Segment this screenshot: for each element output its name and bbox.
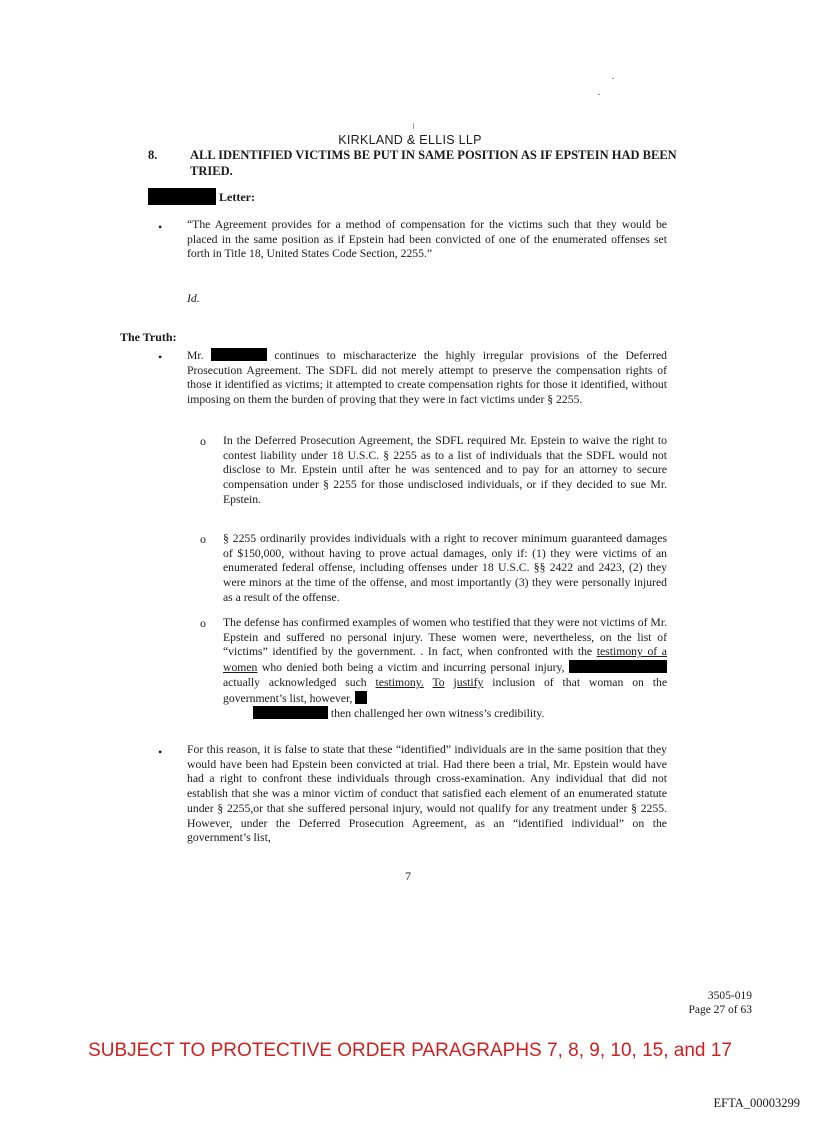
text-fragment: continues to mischaracterize the highly irregular provisions of the Deferred Prosecution Agreement. The SDFL did not merely attempt to preserve the compensation rights of those it identified as victims; it attempted to create compensation rights for those it identified, without imposing on them the burden of proving that they were in fact victims under § 2255. <box>187 349 668 407</box>
redaction-box <box>253 706 328 719</box>
sub-paragraph-3 <box>223 616 667 722</box>
text-fragment: The defense has confirmed examples of women who testified that they were not victims of Mr. Epstein and suffered no personal injury. These women were, nevertheless, on the list of “victims” identified by the government. . In fact, when confronted with the <box>223 616 667 659</box>
section-heading: ALL IDENTIFIED VICTIMS BE PUT IN SAME POSITION AS IF EPSTEIN HAD BEEN TRIED. <box>190 148 677 178</box>
truth-paragraph-2: For this reason, it is false to state that these “identified” individuals are in the same position that they would have been had Epstein been convicted at trial. Had there been a trial, Mr. Epstein would have had a right to confront these individuals through cross-examination. Any individual that did not establish that she was a minor victim of conduct that satisfied each element of an enumerated statute under § 2255,or that she suffered personal injury, would not qualify for any treatment under § 2255. However, under the Deferred Prosecution Agreement, as an “identified individual” on the government’s list, <box>187 743 667 845</box>
text-fragment: To <box>432 675 445 689</box>
text-fragment: testimony of a women <box>223 645 667 675</box>
sub-paragraph-1: In the Deferred Prosecution Agreement, the SDFL required Mr. Epstein to waive the right to contest liability under 18 U.S.C. § 2255 as to a list of individuals that the SDFL would not disclose to Mr. Epstein until after he was sentenced and to pay for an attorney to secure compensation under § 2255 for those undisclosed individuals, or if they decided to sue Mr. Epstein. <box>223 434 667 506</box>
sub-bullet-marker: o <box>200 532 206 546</box>
text-fragment: actually acknowledged such <box>223 675 367 689</box>
letter-label: Letter: <box>219 190 255 204</box>
truth-paragraph-1 <box>187 348 667 408</box>
sub-paragraph-2: § 2255 ordinarily provides individuals with a right to recover minimum guaranteed damages of $150,000, without having to prove actual damages, only if: (1) they were victims of an enumerated federal offense, including offenses under 18 U.S.C. §§ 2422 and 2423, (2) they were minors at the time of the offense, and most importantly (3) they were personally injured as a result of the offense. <box>223 532 667 604</box>
page-of: Page 27 of 63 <box>688 1003 752 1016</box>
text-fragment: who denied both being a victim and incurring personal injury, <box>261 661 565 675</box>
section-number: 8. <box>148 148 158 162</box>
page-number: 7 <box>405 869 411 883</box>
text-fragment: inclusion of that woman on the government’s list, however, <box>223 675 668 705</box>
redaction-box <box>355 691 367 704</box>
citation: Id. <box>187 292 200 305</box>
text-fragment: then challenged her own witness’s credibility. <box>330 707 545 721</box>
sub-bullet-marker: o <box>200 434 206 448</box>
text-fragment: Mr. <box>187 349 204 362</box>
redaction-box <box>569 660 667 673</box>
bullet-marker: • <box>158 350 163 364</box>
bullet-marker: • <box>158 745 163 759</box>
efta-identifier: EFTA_00003299 <box>713 1096 800 1110</box>
bullet-marker: • <box>158 220 163 234</box>
protective-order-notice: SUBJECT TO PROTECTIVE ORDER PARAGRAPHS 7, 8, 9, 10, 15, and 17 <box>88 1040 732 1061</box>
redaction-box <box>211 348 267 361</box>
doc-reference <box>640 990 752 1017</box>
scan-speck <box>413 123 414 129</box>
text-fragment: testimony. <box>375 675 424 689</box>
quote-paragraph: “The Agreement provides for a method of compensation for the victims such that they would be placed in the same position as if Epstein had been convicted of one of the enumerated offenses set forth in Title 18, United States Code Section, 2255.” <box>187 218 667 261</box>
redaction-box <box>148 188 216 205</box>
sub-bullet-marker: o <box>200 616 206 630</box>
text-fragment: justify <box>453 675 484 689</box>
scan-speck <box>598 94 600 95</box>
firm-letterhead: KIRKLAND & ELLIS LLP <box>338 133 482 147</box>
truth-heading: The Truth: <box>120 330 177 344</box>
scan-speck <box>612 78 614 79</box>
doc-ref-number: 3505-019 <box>707 990 752 1002</box>
